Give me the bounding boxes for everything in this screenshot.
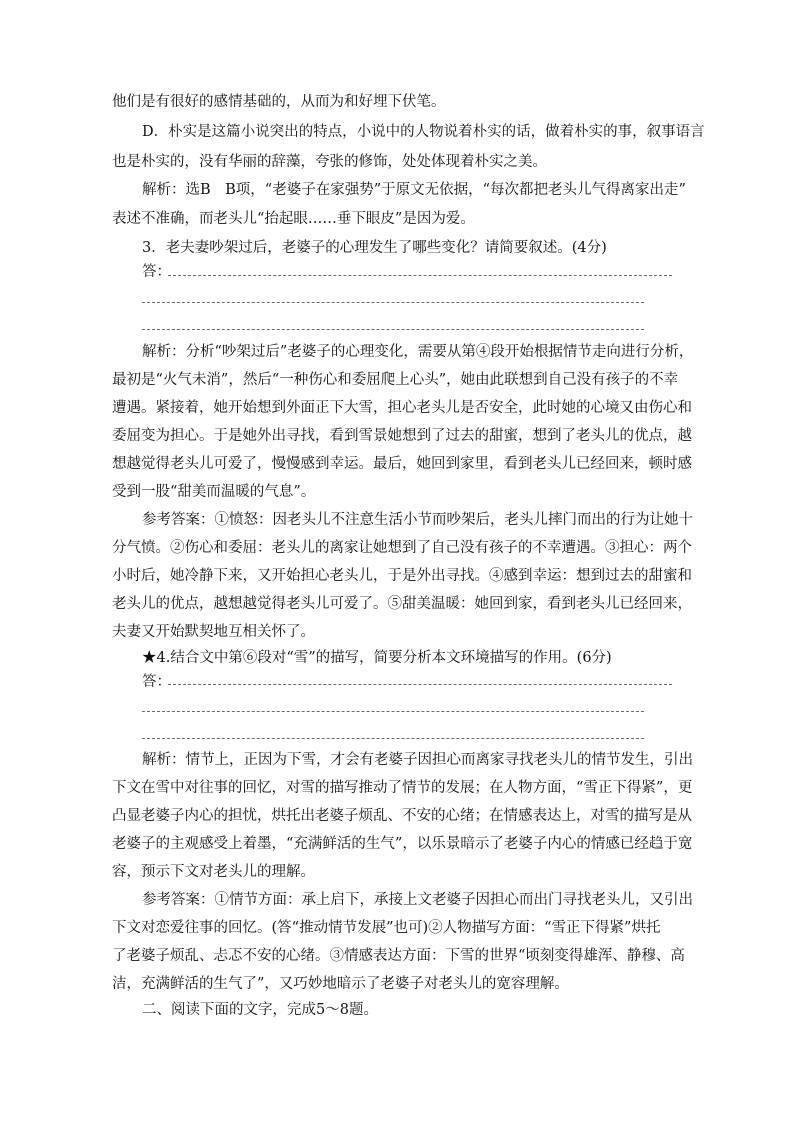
analysis-line: 老婆子的主观感受上着墨，“充满鲜活的生气”，以乐景暗示了老婆子内心的情感已经趋于宽 [112,836,693,852]
analysis-line: 想越觉得老头儿可爱了，慢慢感到幸运。最后，她回到家里，看到老头儿已经回来，顿时感 [112,456,692,472]
analysis-line: 解析：情节上，正因为下雪，才会有老婆子因担心而离家寻找老头儿的情节发生，引出 [142,752,693,768]
reference-answer-line: 老头儿的优点，越想越觉得老头儿可爱了。⑤甜美温暖：她回到家，看到老头儿已经回来， [112,596,692,612]
answer-label: 答： [142,674,171,690]
analysis-line: 委屈变为担心。于是她外出寻找，看到雪景她想到了过去的甜蜜，想到了老头儿的优点，越 [112,428,692,444]
analysis-line: 凸显老婆子内心的担忧，烘托出老婆子烦乱、不安的心绪；在情感表达上，对雪的描写是从 [112,808,692,824]
answer-blank-line[interactable] [168,684,672,685]
analysis-line: 遭遇。紧接着，她开始想到外面正下大雪，担心老头儿是否安全，此时她的心境又由伤心和 [112,400,692,416]
analysis-line: 解析：分析“吵架过后”老婆子的心理变化，需要从第④段开始根据情节走向进行分析， [142,344,694,360]
analysis-line: 容，预示下文对老头儿的理解。 [112,864,315,880]
analysis-line: 下文在雪中对往事的回忆，对雪的描写推动了情节的发展；在人物方面，“雪正下得紧”，更 [112,780,693,796]
question-3: 3．老夫妻吵架过后，老婆子的心理发生了哪些变化？请简要叙述。(4分) [142,240,607,256]
analysis-line: 表述不准确，而老头儿“抬起眼……垂下眼皮”是因为爱。 [112,211,475,227]
section-heading: 二、阅读下面的文字，完成5～8题。 [142,1002,378,1018]
analysis-line: 解析：选B B项，“老婆子在家强势”于原文无依据，“每次都把老头儿气得离家出走” [142,182,686,198]
reference-answer-line: 参考答案：①情节方面：承上启下，承接上文老婆子因担心而出门寻找老头儿，又引出 [142,892,693,908]
reference-answer-line: 洁，充满鲜活的生气了”，又巧妙地暗示了老婆子对老头儿的宽容理解。 [112,976,569,992]
answer-blank-line[interactable] [142,738,644,739]
option-d-line: D．朴实是这篇小说突出的特点，小说中的人物说着朴实的话，做着朴实的事，叙事语言 [142,124,705,140]
reference-answer-line: 小时后，她冷静下来，又开始担心老头儿，于是外出寻找。④感到幸运：想到过去的甜蜜和 [112,568,692,584]
answer-blank-line[interactable] [142,711,644,712]
answer-blank-line[interactable] [168,275,672,276]
answer-blank-line[interactable] [142,302,644,303]
text-line: 他们是有很好的感情基础的，从而为和好埋下伏笔。 [112,94,446,110]
analysis-line: 受到一股“甜美而温暖的气息”。 [112,484,316,500]
answer-label: 答： [142,264,171,280]
reference-answer-line: 分气愤。②伤心和委屈：老头儿的离家让她想到了自己没有孩子的不幸遭遇。③担心：两个 [112,540,692,556]
reference-answer-line: 夫妻又开始默契地互相关怀了。 [112,624,315,640]
option-d-line: 也是朴实的，没有华丽的辞藻，夸张的修饰，处处体现着朴实之美。 [112,154,547,170]
reference-answer-line: 了老婆子烦乱、忐忑不安的心绪。③情感表达方面：下雪的世界“顷刻变得雄浑、静穆、高 [112,948,685,964]
question-4: ★4.结合文中第⑥段对“雪”的描写，简要分析本文环境描写的作用。(6分) [142,650,612,666]
analysis-line: 最初是“火气未消”，然后“一种伤心和委屈爬上心头”，她由此联想到自己没有孩子的不幸 [112,372,679,388]
reference-answer-line: 下文对恋爱往事的回忆。(答“推动情节发展”也可)②人物描写方面：“雪正下得紧”烘托 [112,920,661,936]
reference-answer-line: 参考答案：①愤怒：因老头儿不注意生活小节而吵架后，老头儿摔门而出的行为让她十 [142,512,693,528]
answer-blank-line[interactable] [142,329,644,330]
